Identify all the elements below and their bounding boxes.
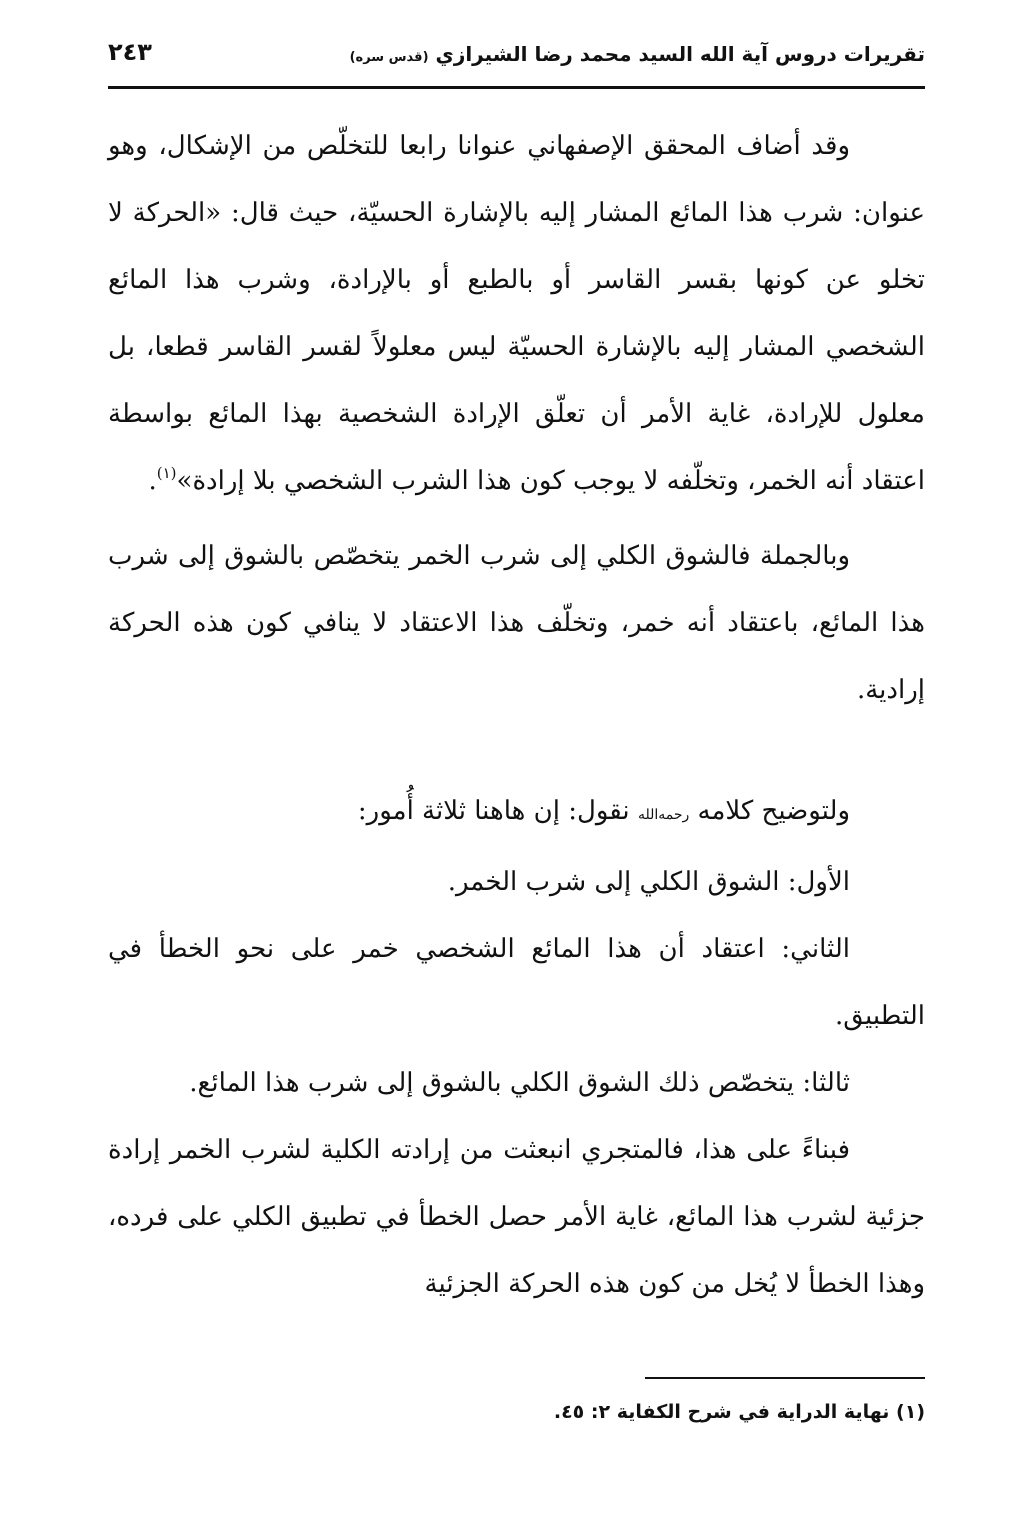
paragraph-5: الثاني: اعتقاد أن هذا المائع الشخصي خمر على نحو الخطأ في التطبيق. [108,934,925,1031]
header-title-text: تقريرات دروس آية الله السيد محمد رضا الشيرازي [435,42,925,66]
paragraph-1-end: . [148,466,157,496]
header-divider [108,86,925,89]
paragraph-4: الأول: الشوق الكلي إلى شرب الخمر. [447,867,850,897]
section-spacer [108,724,925,778]
header-title-suffix: (قدس سره) [349,50,429,65]
page-number: ٢٤٣ [108,38,152,66]
paragraph-1-text: وقد أضاف المحقق الإصفهاني عنوانا رابعا للتخلّص من الإشكال، وهو عنوان: شرب هذا المائع المشار إليه بالإشارة الحسيّة، حيث قال: «الحركة لا تخلو عن كونها بقسر القاسر أو بالطبع أو بالإرادة، وشرب هذا المائع الشخصي المشار إليه بالإشارة الحسيّة ليس معلولاً لقسر القاسر قطعا، بل معلول للإرادة، غاية الأمر أن تعلّق الإرادة الشخصية بهذا المائع بواسطة اعتقاد أنه الخمر، وتخلّفه لا يوجب كون هذا الشرب الشخصي بلا إرادة» [108,131,925,496]
paragraph-1 [108,113,925,515]
honorific: رحمه‌الله [637,807,690,823]
paragraph-6: ثالثا: يتخصّص ذلك الشوق الكلي بالشوق إلى شرب هذا المائع. [189,1068,850,1098]
running-header-title [350,42,925,66]
paragraph-3-start: ولتوضيح كلامه [697,796,850,826]
paragraph-3-end: نقول: إن هاهنا ثلاثة أُمور: [357,796,630,826]
main-text [108,113,925,1318]
running-header [108,36,925,82]
paragraph-7: فبناءً على هذا، فالمتجري انبعثت من إرادته الكلية لشرب الخمر إرادة جزئية لشرب هذا المائع، غاية الأمر حصل الخطأ في تطبيق الكلي على فرده، وهذا الخطأ لا يُخل من كون هذه الحركة الجزئية [108,1135,925,1299]
paragraph-3 [108,778,925,849]
footnote-divider [645,1377,925,1379]
footnote-reference[interactable]: (١) [156,464,177,482]
paragraph-2: وبالجملة فالشوق الكلي إلى شرب الخمر يتخصّص بالشوق إلى شرب هذا المائع، باعتقاد أنه خمر، وتخلّف هذا الاعتقاد لا ينافي كون هذه الحركة إرادية. [108,541,925,705]
paragraph-spacer [108,515,925,523]
footnote: (١) نهاية الدراية في شرح الكفاية ٢: ٤٥. [553,1401,925,1423]
